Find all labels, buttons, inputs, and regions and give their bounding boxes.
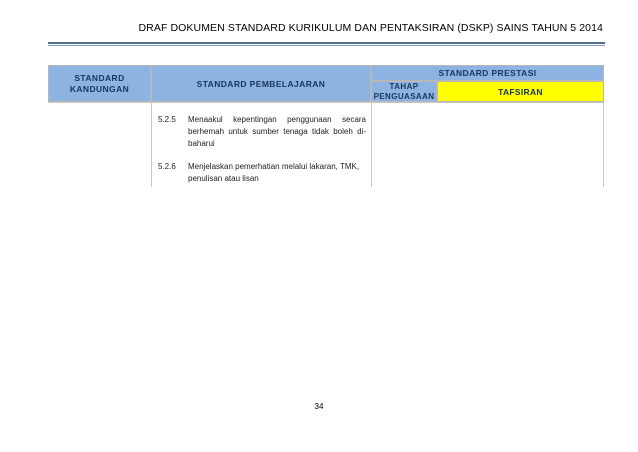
page-number: 34: [314, 402, 324, 411]
row-top-border: [48, 102, 604, 103]
col-divider-1: [151, 102, 152, 187]
col-divider-right: [603, 102, 604, 187]
header-rule: [48, 42, 605, 44]
header-tahap-penguasaan: TAHAP PENGUASAAN: [371, 81, 437, 102]
col-divider-2: [371, 102, 372, 187]
header-rule-thin: [48, 45, 605, 46]
document-header: DRAF DOKUMEN STANDARD KURIKULUM DAN PENTAKSIRAN (DSKP) SAINS TAHUN 5 2014: [138, 22, 603, 34]
header-standard-kandungan: STANDARD KANDUNGAN: [48, 65, 151, 102]
header-standard-pembelajaran: STANDARD PEMBELAJARAN: [151, 65, 371, 102]
table-body: [48, 102, 604, 187]
row-number: 5.2.6: [158, 162, 176, 171]
row-text: Menjelaskan pemerhatian melalui lakaran, TMK, penulisan atau lisan: [188, 162, 360, 183]
row-number: 5.2.5: [158, 115, 176, 124]
row-text: Menaakul kepentingan penggunaan secara berhemah untuk sumber tenaga tidak boleh di-baharui: [188, 115, 366, 148]
header-standard-prestasi: STANDARD PRESTASI: [371, 65, 604, 81]
header-tafsiran: TAFSIRAN: [437, 81, 604, 102]
